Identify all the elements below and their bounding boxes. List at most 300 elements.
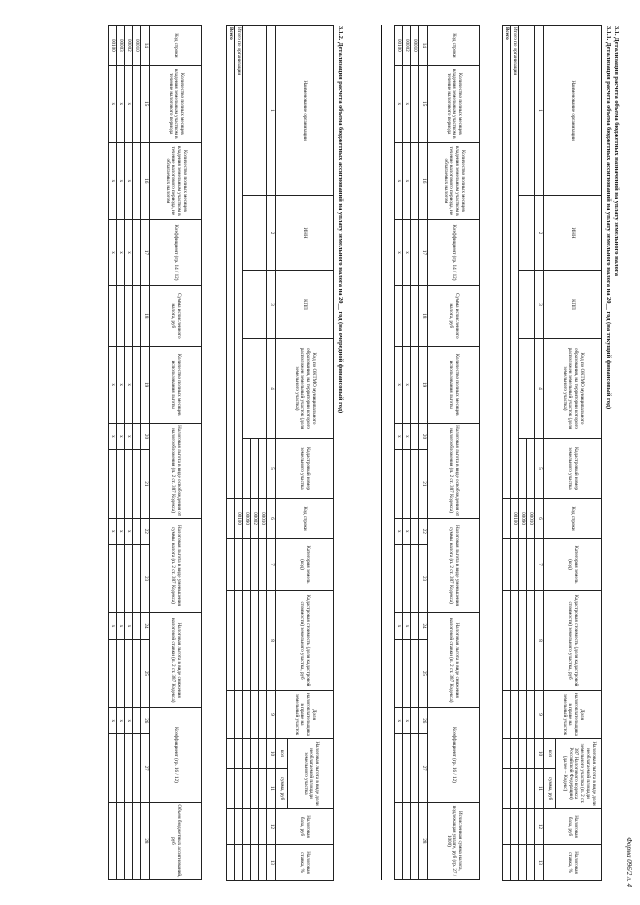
x-mark: x (109, 423, 117, 449)
table-row (243, 769, 251, 809)
table-row (109, 544, 117, 612)
x-mark: x (403, 65, 411, 142)
table-row (243, 196, 267, 271)
table-row (243, 271, 267, 339)
row-code-00090: 00090 (519, 499, 527, 539)
header-cadastral-number: Кадастровый номер земельного участка (544, 439, 602, 499)
table-row (259, 591, 267, 691)
x-mark: x (395, 65, 403, 142)
header-oktmo: Код по ОКТМО муниципального образования, на территории которого расположен земельный участок (доля земельного участка) (276, 339, 334, 439)
header-land-category: Категория земель (код) (544, 539, 602, 591)
table-row (227, 845, 235, 881)
table-row (243, 26, 267, 196)
table-row (227, 691, 235, 739)
table-row (117, 286, 125, 347)
x-mark: x (109, 65, 117, 142)
table-row (243, 439, 251, 499)
col-num-4: 4 (267, 339, 276, 439)
table-row (411, 544, 419, 612)
x-mark: x (117, 65, 125, 142)
col-num-23: 23 (141, 544, 150, 612)
col-num-20: 20 (141, 423, 150, 449)
table-row (133, 286, 141, 347)
x-mark: x (395, 346, 403, 423)
x-mark: x (403, 518, 411, 544)
table-row (395, 544, 403, 612)
col-num-21: 21 (141, 450, 150, 518)
table-row (133, 65, 141, 142)
header-cadastral-number: Кадастровый номер земельного участка (276, 439, 334, 499)
table-row (235, 691, 243, 739)
table-row (235, 591, 243, 691)
table-row (411, 219, 419, 285)
table-row (259, 809, 267, 845)
table-row (527, 591, 535, 691)
x-mark: x (117, 423, 125, 449)
table-row (411, 613, 419, 639)
col-num-3: 3 (267, 271, 276, 339)
table-row (133, 518, 141, 544)
table-row (227, 539, 235, 591)
col-num-1: 1 (267, 26, 276, 196)
header-months: Количество полных месяцев владения земельным участком в течение налогового периода (428, 65, 480, 142)
col-num-8: 8 (267, 591, 276, 691)
header-benefit-months: Количество полных месяцев использования льготы (428, 346, 480, 423)
table-row (251, 439, 259, 499)
x-mark: x (125, 708, 133, 734)
table-row (133, 708, 141, 734)
header-result: Исчисленная сумма налога, подлежащая уплате, руб (гр. 27 / 1000) (428, 802, 480, 879)
x-mark: x (125, 423, 133, 449)
header-coef: Коэффициент (гр. 14 / 12) (150, 219, 202, 285)
col-num-27: 27 (141, 734, 150, 802)
table-row (227, 591, 235, 691)
table-row (109, 802, 117, 879)
table-row (503, 809, 511, 845)
col-num-16: 16 (141, 142, 150, 219)
col-num-7: 7 (267, 539, 276, 591)
row-code: 00002 (251, 499, 259, 539)
table-row (125, 544, 133, 612)
table-row (259, 539, 267, 591)
table-row (133, 142, 141, 219)
table-row (503, 769, 511, 809)
table-row (117, 802, 125, 879)
total-label: Всего (227, 26, 235, 499)
x-mark: x (403, 613, 411, 639)
table-row (511, 691, 519, 739)
table-row (235, 539, 243, 591)
col-num-28: 28 (141, 802, 150, 879)
col-num-22: 22 (141, 518, 150, 544)
table-row (259, 739, 267, 769)
col-num-28: 28 (419, 802, 428, 879)
table-row (527, 691, 535, 739)
table-row (243, 339, 267, 439)
header-reduce-area: Налоговая льгота в виде доли необлагаемой площади земельного участка (288, 739, 334, 809)
col-num-15: 15 (419, 65, 428, 142)
table-row (503, 691, 511, 739)
section-divider (381, 25, 382, 880)
header-share: Доля налогоплательщика в праве на земельный участок (276, 691, 334, 739)
col-num-6: 6 (535, 499, 544, 539)
x-mark: x (125, 613, 133, 639)
header-tax-base: Налоговая база, руб (544, 809, 602, 845)
x-mark: x (395, 518, 403, 544)
header-reduce-tax: Налоговая льгота в виде уменьшения суммы налога (п. 2 ст. 387 Кодекса) (150, 518, 202, 613)
col-num-13: 13 (535, 845, 544, 881)
table-row (519, 196, 535, 271)
header-lower-rate: Налоговая льгота в виде снижения налоговой ставки (п. 2 ст. 387 Кодекса) (150, 613, 202, 708)
header-kpp: КПП (544, 271, 602, 339)
table-row (227, 809, 235, 845)
table-row (403, 802, 411, 879)
table-row (125, 450, 133, 518)
header-reduce-area-title: Налоговая льгота в виде доли необлагаемой площади земельного участка (579, 741, 597, 806)
header-kolvo: кол (276, 739, 288, 769)
row-code: 00010 (411, 26, 419, 66)
x-mark: x (109, 219, 117, 285)
table-row (527, 539, 535, 591)
header-coef: Коэффициент (гр. 14 / 12) (428, 219, 480, 285)
header-lower-rate: Налоговая льгота в виде снижения налоговой ставки (п. 2 ст. 387 Кодекса) (428, 613, 480, 708)
table-row (519, 339, 535, 439)
table-row (133, 802, 141, 879)
table-row (411, 518, 419, 544)
table-row (411, 450, 419, 518)
table-row (411, 639, 419, 707)
table-row (125, 802, 133, 879)
table-row (251, 769, 259, 809)
page-code: Форма 096/2 л. 4 (625, 837, 633, 887)
table-row (519, 809, 527, 845)
row-code: 00100 (235, 499, 243, 539)
x-mark: x (109, 142, 117, 219)
table-row (511, 739, 519, 769)
table-row (235, 769, 243, 809)
table-row (133, 219, 141, 285)
header-tax-base: Налоговая база, руб (276, 809, 334, 845)
x-mark: x (109, 346, 117, 423)
col-num-19: 19 (419, 346, 428, 423)
header-row-code: Код строки (544, 499, 602, 539)
table-row (133, 544, 141, 612)
table-row (395, 286, 403, 347)
land-tax-table-next-year (226, 25, 334, 881)
table-row (243, 845, 251, 881)
section2-title: 3.1.2. Детализация расчета объема бюджетных ассигнований на уплату земельного налога на 20__ год (на очередной финансовый год) (337, 26, 344, 414)
table-row (403, 544, 411, 612)
col-num-9: 9 (535, 691, 544, 739)
header-cadastral-value: Кадастровая стоимость (доля кадастровой стоимости) земельного участка, руб (544, 591, 602, 691)
x-mark: x (395, 613, 403, 639)
header-coef-l: Коэффициент (гр. 16 / 12) (150, 708, 202, 803)
land-tax-table-next-year-continued (108, 25, 202, 880)
header-exempt: Налоговая льгота в виде освобождения от налогообложения (п. 2 ст. 387 Кодекса) (150, 423, 202, 518)
header-calc-sum: Сумма исчисленного налога, руб (150, 286, 202, 347)
header-row-code: Код строки (276, 499, 334, 539)
header-sum: сумма, руб (544, 769, 556, 809)
row-code: 00002 (403, 26, 411, 66)
header-volume: Объем бюджетных ассигнований, руб (150, 802, 202, 879)
table-row (411, 142, 419, 219)
col-num-15: 15 (141, 65, 150, 142)
header-row-code-b: Код строки (428, 26, 480, 66)
table-row (133, 734, 141, 802)
col-num-10: 10 (267, 739, 276, 769)
col-num-24: 24 (141, 613, 150, 639)
x-mark: x (117, 142, 125, 219)
table-row (519, 739, 527, 769)
table-row (519, 591, 527, 691)
col-num-14: 14 (141, 26, 150, 66)
table-row (511, 539, 519, 591)
table-row (227, 769, 235, 809)
col-num-26: 26 (141, 708, 150, 734)
row-code: 00003 (117, 26, 125, 66)
table-row (503, 499, 511, 539)
table-row (125, 639, 133, 707)
col-num-5: 5 (267, 439, 276, 499)
col-num-10: 10 (535, 739, 544, 769)
table-row (411, 423, 419, 449)
table-row (403, 734, 411, 802)
header-sum: сумма, руб (276, 769, 288, 809)
table-row (109, 286, 117, 347)
table-row (251, 691, 259, 739)
table-row (125, 734, 133, 802)
x-mark: x (395, 708, 403, 734)
table-row (519, 539, 527, 591)
x-mark: x (109, 613, 117, 639)
table-row (527, 439, 535, 499)
x-mark: x (117, 613, 125, 639)
table-row (519, 26, 535, 196)
table-row (109, 450, 117, 518)
section-title: 3.1. Детализация расчета объема бюджетных назначений на уплату земельного налога (613, 26, 620, 276)
table-row (411, 708, 419, 734)
table-row (109, 639, 117, 707)
table-row (227, 739, 235, 769)
x-mark: x (117, 518, 125, 544)
header-org-name: Наименование организации (544, 26, 602, 196)
table-row (133, 639, 141, 707)
table-row (243, 739, 251, 769)
table-row (519, 845, 527, 881)
table-row (511, 845, 519, 881)
total-org-label: Итого по организации (235, 26, 243, 499)
header-land-category: Категория земель (код) (276, 539, 334, 591)
col-num-3: 3 (535, 271, 544, 339)
table-row (133, 346, 141, 423)
table-row (511, 769, 519, 809)
table-row (243, 591, 251, 691)
table-row (519, 691, 527, 739)
header-coef-l: Коэффициент (гр. 16 / 12) (428, 708, 480, 803)
header-kpp: КПП (276, 271, 334, 339)
col-num-25: 25 (419, 639, 428, 707)
header-cadastral-value: Кадастровая стоимость (доля кадастровой стоимости) земельного участка, руб (276, 591, 334, 691)
table-row (251, 809, 259, 845)
col-num-2: 2 (535, 196, 544, 271)
row-code: 00090 (243, 499, 251, 539)
header-kolvo: кол (544, 739, 556, 769)
table-row (117, 639, 125, 707)
table-row (411, 802, 419, 879)
col-num-25: 25 (141, 639, 150, 707)
table-row (503, 845, 511, 881)
table-row (411, 286, 419, 347)
row-code: 00100 (395, 26, 403, 66)
header-months-exempt: Количество полных месяцев владения земельным участком в течение налогового периода, не облагаемых налогом (428, 142, 480, 219)
table-row (527, 769, 535, 809)
col-num-12: 12 (267, 809, 276, 845)
x-mark: x (125, 142, 133, 219)
col-num-4: 4 (535, 339, 544, 439)
table-row (519, 769, 527, 809)
table-row (519, 271, 535, 339)
col-num-13: 13 (267, 845, 276, 881)
table-row (395, 734, 403, 802)
col-num-6: 6 (267, 499, 276, 539)
table-row (403, 639, 411, 707)
col-num-1: 1 (535, 26, 544, 196)
col-num-7: 7 (535, 539, 544, 591)
table-row (395, 450, 403, 518)
x-mark: x (117, 708, 125, 734)
x-mark: x (117, 219, 125, 285)
col-num-23: 23 (419, 544, 428, 612)
table-row (527, 739, 535, 769)
col-num-24: 24 (419, 613, 428, 639)
x-mark: x (395, 219, 403, 285)
table-row (133, 450, 141, 518)
table-row (251, 739, 259, 769)
table-row (109, 734, 117, 802)
col-num-8: 8 (535, 591, 544, 691)
col-num-14: 14 (419, 26, 428, 66)
header-share: Доля налогоплательщика в праве на земельный участок (544, 691, 602, 739)
table-row (243, 539, 251, 591)
table-row (395, 639, 403, 707)
table-row (259, 769, 267, 809)
header-months-exempt: Количество полных месяцев владения земельным участком в течение налогового периода, не облагаемых налогом (150, 142, 202, 219)
table-row (411, 734, 419, 802)
table-row (259, 845, 267, 881)
col-num-20: 20 (419, 423, 428, 449)
x-mark: x (403, 423, 411, 449)
row-code: 00002 (125, 26, 133, 66)
table-row (519, 439, 527, 499)
table-row (235, 845, 243, 881)
table-row (117, 734, 125, 802)
table-row (527, 845, 535, 881)
col-num-26: 26 (419, 708, 428, 734)
header-inn: ИНН (276, 196, 334, 271)
table-row (117, 544, 125, 612)
x-mark: x (395, 423, 403, 449)
table-row (133, 423, 141, 449)
col-num-2: 2 (267, 196, 276, 271)
col-num-5: 5 (535, 439, 544, 499)
table-row (227, 499, 235, 539)
table-row (243, 809, 251, 845)
total-org-label: Итого по организации (511, 26, 519, 499)
table-row (117, 450, 125, 518)
table-row (133, 613, 141, 639)
x-mark: x (125, 65, 133, 142)
header-calc-sum: Сумма исчисленного налога, руб (428, 286, 480, 347)
col-num-9: 9 (267, 691, 276, 739)
x-mark: x (403, 142, 411, 219)
x-mark: x (403, 219, 411, 285)
col-num-17: 17 (141, 219, 150, 285)
table-row (527, 809, 535, 845)
header-inn: ИНН (544, 196, 602, 271)
header-reduce-area (556, 739, 602, 809)
table-row (403, 450, 411, 518)
table-row (235, 739, 243, 769)
land-tax-table-current-year (502, 25, 602, 881)
land-tax-table-current-year-continued (394, 25, 480, 880)
col-num-16: 16 (419, 142, 428, 219)
table-row (259, 691, 267, 739)
table-row (251, 591, 259, 691)
header-tax-rate: Налоговая ставка, % (544, 845, 602, 881)
col-num-12: 12 (535, 809, 544, 845)
header-exempt: Налоговая льгота в виде освобождения от налогообложения (п. 2 ст. 387 Кодекса) (428, 423, 480, 518)
table-row (511, 809, 519, 845)
col-num-27: 27 (419, 734, 428, 802)
col-num-21: 21 (419, 450, 428, 518)
header-org-name: Наименование организации (276, 26, 334, 196)
x-mark: x (117, 346, 125, 423)
header-reduce-area-ref: (п. 2 ст. 387 Налогового кодекса Российской Федерации) (далее – Кодекс) (562, 747, 586, 804)
col-num-22: 22 (419, 518, 428, 544)
subsection-title: 3.1.1. Детализация расчета объема бюджетных ассигнований на уплату земельного налога на 20__ год (на текущий финансовый год) (605, 26, 612, 410)
x-mark: x (125, 219, 133, 285)
row-code: 00010 (259, 499, 267, 539)
table-row (503, 539, 511, 591)
header-row-code-b: Код строки (150, 26, 202, 66)
table-row (403, 286, 411, 347)
table-row (503, 739, 511, 769)
x-mark: x (125, 518, 133, 544)
table-row (259, 439, 267, 499)
col-num-11: 11 (535, 769, 544, 809)
header-reduce-tax: Налоговая льгота в виде уменьшения суммы налога (п. 2 ст. 387 Кодекса) (428, 518, 480, 613)
col-num-11: 11 (267, 769, 276, 809)
x-mark: x (395, 142, 403, 219)
row-code-00010: 00010 (527, 499, 535, 539)
table-row (251, 845, 259, 881)
table-row (411, 346, 419, 423)
col-num-18: 18 (419, 286, 428, 347)
header-oktmo: Код по ОКТМО муниципального образования, на территории которого расположен земельный участок (доля земельного участка) (544, 339, 602, 439)
table-row (411, 65, 419, 142)
header-months: Количество полных месяцев владения земельным участком в течение налогового периода (150, 65, 202, 142)
table-row (243, 691, 251, 739)
table-row (251, 539, 259, 591)
table-row (235, 809, 243, 845)
row-code-00100: 00100 (511, 499, 519, 539)
col-num-19: 19 (141, 346, 150, 423)
x-mark: x (403, 346, 411, 423)
x-mark: x (403, 708, 411, 734)
row-code: 00100 (109, 26, 117, 66)
col-num-17: 17 (419, 219, 428, 285)
header-benefit-months: Количество полных месяцев использования льготы (150, 346, 202, 423)
